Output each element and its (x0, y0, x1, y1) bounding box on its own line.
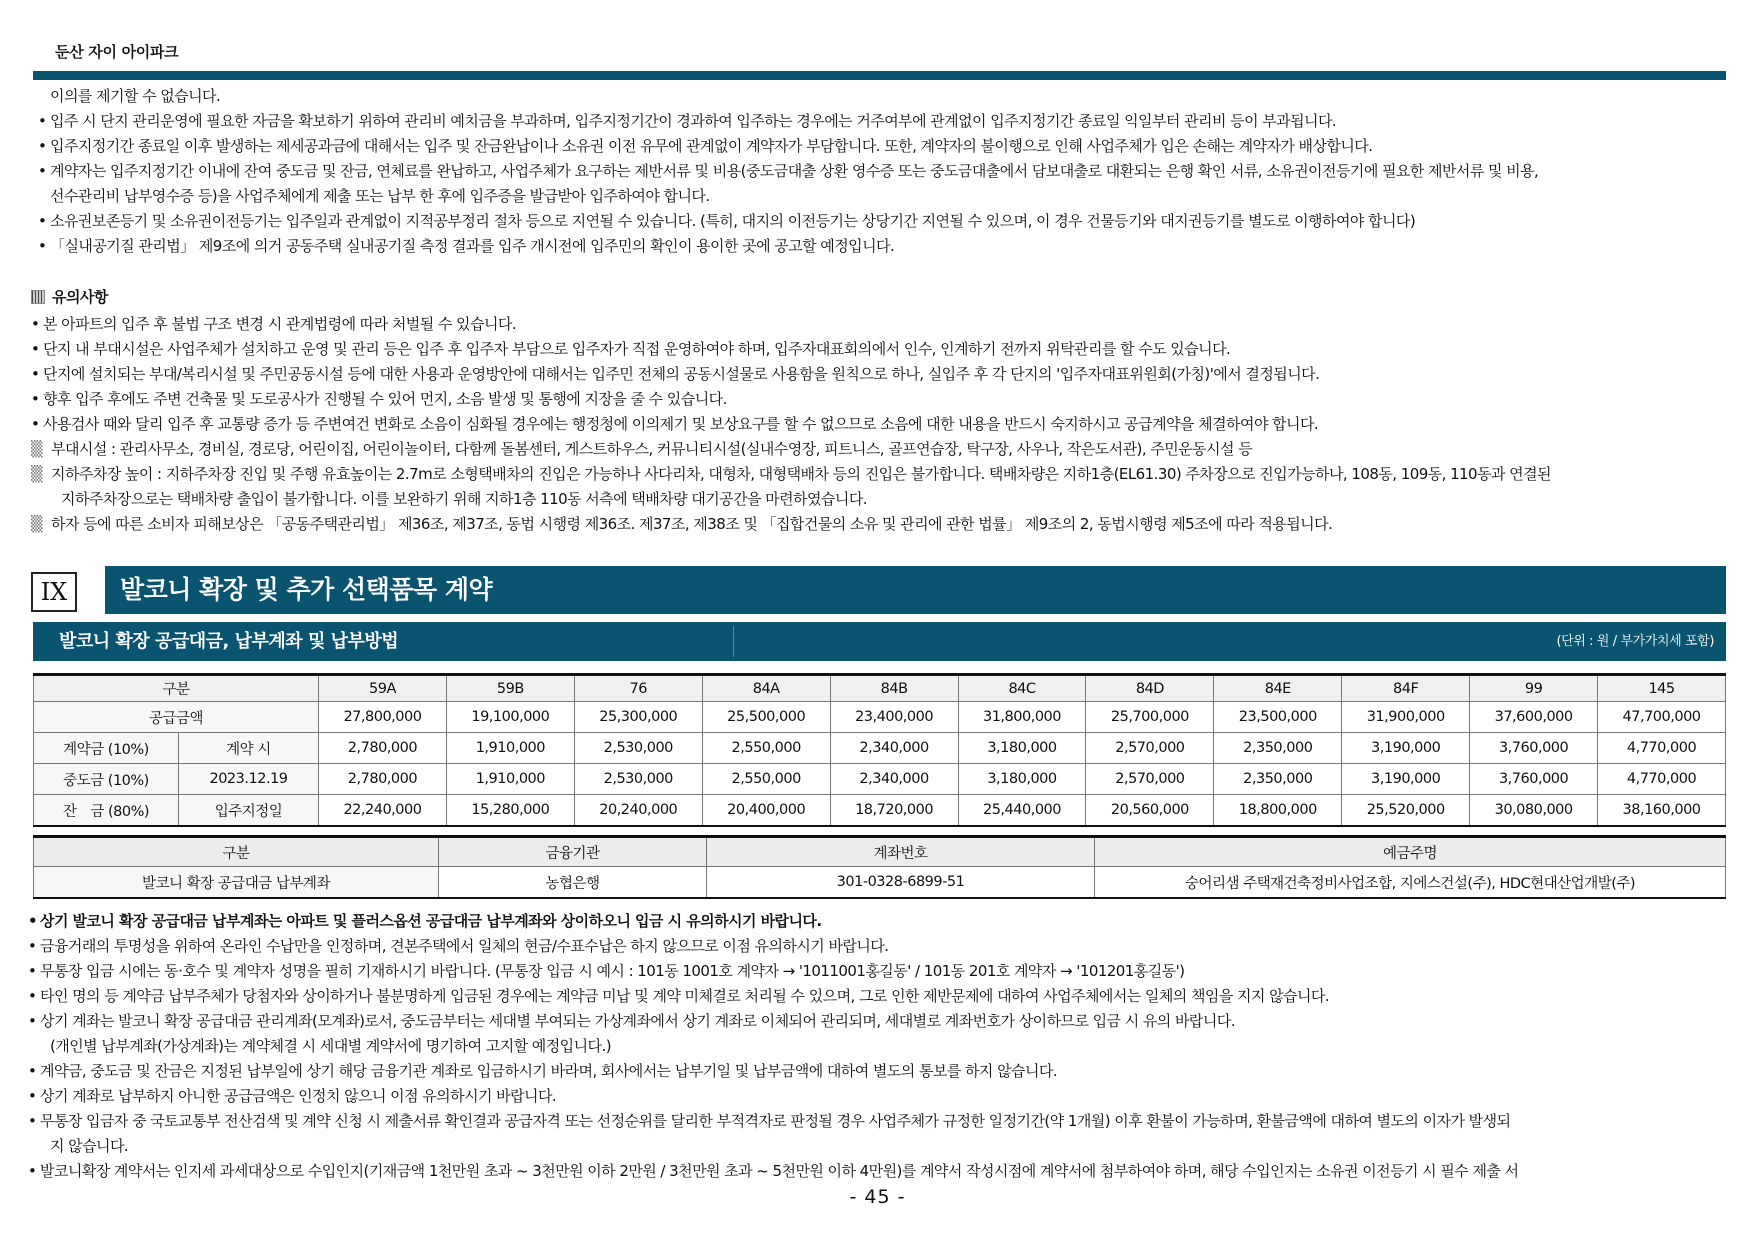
table-cell: 59B (446, 675, 574, 702)
table-cell: 99 (1470, 675, 1598, 702)
table-row (34, 733, 1726, 764)
table-cell: 3,760,000 (1470, 764, 1598, 795)
subsection-title: 발코니 확장 공급대금, 납부계좌 및 납부방법 (59, 631, 399, 652)
price-table (33, 673, 1726, 827)
table-cell: 31,800,000 (958, 702, 1086, 733)
table-cell: 입주지정일 (179, 795, 319, 827)
table-cell: 84D (1086, 675, 1214, 702)
table-cell: 2,350,000 (1214, 733, 1342, 764)
list-item: ▒ 하자 등에 따른 소비자 피해보상은 「공동주택관리법」 제36조, 제37조, 동법 시행령 제36조. 제37조, 제38조 및 「집합건물의 소유 및 관리에 관한 법률」 제9조의 2, 동법시행령 제5조에 따라 적용됩니다. (31, 512, 1731, 537)
list-item: • 계약자는 입주지정기간 이내에 잔여 중도금 및 잔금, 연체료를 완납하고, 사업주체가 요구하는 제반서류 및 비용(중도금대출 상환 영수증 또는 중도금대출에서 담보대출로 대환되는 은행 확인 서류, 소유권이전등기에 필요한 제반서류 및 비용, (38, 159, 1728, 184)
table-cell: 계약금 (10%) (34, 733, 179, 764)
list-item: • 무통장 입금자 중 국토교통부 전산검색 및 계약 신청 시 제출서류 확인결과 공급자격 또는 선정순위를 달리한 부적격자로 판정될 경우 사업주체가 규정한 일정기간(약 1개월) 이후 환불이 가능하며, 환불금액에 대하여 별도의 이자가 발생되 (28, 1109, 1733, 1134)
table-cell: 59A (319, 675, 447, 702)
bullet-marker: ▒ (31, 465, 42, 483)
list-item: (개인별 납부계좌(가상계좌)는 계약체결 시 세대별 계약서에 명기하여 고지할 예정입니다.) (50, 1037, 612, 1055)
list-item: 지하주차장으로는 택배차량 출입이 불가합니다. 이를 보완하기 위해 지하1층 110동 서측에 택배차량 대기공간을 마련하였습니다. (61, 490, 867, 508)
list-item: • 무통장 입금 시에는 동·호수 및 계약자 성명을 필히 기재하시기 바랍니다. (무통장 입금 시 예시 : 101동 1001호 계약자 → '1011001홍길동' / 101동 201호 계약자 → '101201홍길동') (28, 959, 1733, 984)
table-cell: 15,280,000 (446, 795, 574, 827)
table-cell: 301-0328-6899-51 (707, 867, 1095, 899)
header-rule (33, 71, 1726, 80)
table-cell: 예금주명 (1095, 837, 1726, 867)
divider (733, 626, 734, 657)
bullet-marker: • (28, 987, 37, 1005)
notice-title: 유의사항 (31, 285, 1731, 312)
table-header-row (34, 675, 1726, 702)
table-cell: 20,400,000 (702, 795, 830, 827)
bullet-marker: • (31, 340, 40, 358)
page-number: - 45 - (849, 1186, 906, 1208)
table-cell: 잔 금 (80%) (34, 795, 179, 827)
list-item: • 입주 시 단지 관리운영에 필요한 자금을 확보하기 위하여 관리비 예치금을 부과하며, 입주지정기간이 경과하여 입주하는 경우에는 거주여부에 관계없이 입주지정기간 종료일 익일부터 관리비 등이 부과됩니다. (38, 109, 1728, 134)
list-item: • 「실내공기질 관리법」 제9조에 의거 공동주택 실내공기질 측정 결과를 입주 개시전에 입주민의 확인이 용이한 곳에 공고할 예정입니다. (38, 234, 1728, 259)
table-cell: 25,440,000 (958, 795, 1086, 827)
table-cell: 농협은행 (439, 867, 707, 899)
table-cell: 4,770,000 (1598, 764, 1726, 795)
bullet-marker: • (28, 1087, 37, 1105)
bullet-marker: • (28, 962, 37, 980)
table-cell: 37,600,000 (1470, 702, 1598, 733)
list-item: • 계약금, 중도금 및 잔금은 지정된 납부일에 상기 해당 금융기관 계좌로 입금하시기 바라며, 회사에서는 납부기일 및 납부금액에 대하여 별도의 통보를 하지 않습니다. (28, 1059, 1733, 1084)
section-title: 발코니 확장 및 추가 선택품목 계약 (105, 566, 1726, 614)
bullet-marker: • (28, 912, 38, 930)
bullet-marker: • (28, 1162, 37, 1180)
table-cell: 3,180,000 (958, 764, 1086, 795)
list-item: • 사용검사 때와 달리 입주 후 교통량 증가 등 주변여건 변화로 소음이 심화될 경우에는 행정청에 이의제기 및 보상요구를 할 수 없으므로 소음에 대한 내용을 반드시 숙지하시고 공급계약을 체결하여야 합니다. (31, 412, 1731, 437)
table-cell: 2,780,000 (319, 764, 447, 795)
table-cell: 84C (958, 675, 1086, 702)
list-item: • 상기 계좌는 발코니 확장 공급대금 관리계좌(모계좌)로서, 중도금부터는 세대별 부여되는 가상계좌에서 상기 계좌로 이체되어 관리되며, 세대별로 계좌번호가 상이하므로 입금 시 유의 바랍니다. (28, 1009, 1733, 1034)
list-item: • 상기 계좌로 납부하지 아니한 공급금액은 인정치 않으니 이점 유의하시기 바랍니다. (28, 1084, 1733, 1109)
section-number: IX (31, 572, 77, 612)
list-item: • 단지 내 부대시설은 사업주체가 설치하고 운영 및 관리 등은 입주 후 입주자 부담으로 입주자가 직접 운영하여야 하며, 입주자대표회의에서 인수, 인계하기 전까지 위탁관리를 할 수도 있습니다. (31, 337, 1731, 362)
bullet-marker: • (28, 1062, 37, 1080)
table-cell: 금융기관 (439, 837, 707, 867)
list-item: • 입주지정기간 종료일 이후 발생하는 제세공과금에 대해서는 입주 및 잔금완납이나 소유권 이전 유무에 관계없이 계약자가 부담합니다. 또한, 계약자의 불이행으로 인해 사업주체가 입은 손해는 계약자가 배상합니다. (38, 134, 1728, 159)
table-cell: 25,520,000 (1342, 795, 1470, 827)
bullet-marker: • (38, 237, 47, 255)
table-cell: 1,910,000 (446, 733, 574, 764)
list-item: • 본 아파트의 입주 후 불법 구조 변경 시 관계법령에 따라 처벌될 수 있습니다. (31, 312, 1731, 337)
bullet-marker: • (38, 137, 47, 155)
table-cell: 2,550,000 (702, 764, 830, 795)
table-cell: 1,910,000 (446, 764, 574, 795)
table-cell: 구분 (34, 675, 319, 702)
bullet-marker: • (28, 1112, 37, 1130)
bullet-marker: • (31, 415, 40, 433)
notice-section (31, 285, 1731, 537)
list-item: • 향후 입주 후에도 주변 건축물 및 도로공사가 진행될 수 있어 먼지, 소음 발생 및 통행에 지장을 줄 수 있습니다. (31, 387, 1731, 412)
table-cell: 3,190,000 (1342, 733, 1470, 764)
list-item: • 발코니확장 계약서는 인지세 과세대상으로 수입인지(기재금액 1천만원 초과 ~ 3천만원 이하 2만원 / 3천만원 초과 ~ 5천만원 이하 4만원)를 계약서 작성시점에 계약서에 첨부하여야 하며, 해당 수입인지는 소유권 이전등기 시 필수 제출 서 (28, 1159, 1733, 1184)
list-item: • 소유권보존등기 및 소유권이전등기는 입주일과 관계없이 지적공부정리 절차 등으로 지연될 수 있습니다. (특히, 대지의 이전등기는 상당기간 지연될 수 있으며, 이 경우 건물등기와 대지권등기를 별도로 이행하여야 합니다) (38, 209, 1728, 234)
table-cell: 2,340,000 (830, 764, 958, 795)
table-cell: 중도금 (10%) (34, 764, 179, 795)
table-cell: 계약 시 (179, 733, 319, 764)
table-cell: 18,720,000 (830, 795, 958, 827)
table-cell: 25,700,000 (1086, 702, 1214, 733)
table-cell: 19,100,000 (446, 702, 574, 733)
bullet-marker: • (38, 212, 47, 230)
table-cell: 구분 (34, 837, 439, 867)
list-item: • 타인 명의 등 계약금 납부주체가 당첨자와 상이하거나 불분명하게 입금된 경우에는 계약금 미납 및 계약 미체결로 처리될 수 있으며, 그로 인한 제반문제에 대하여 사업주체에서는 일체의 책임을 지지 않습니다. (28, 984, 1733, 1009)
hatch-icon (31, 290, 45, 304)
table-row (34, 702, 1726, 733)
table-cell: 4,770,000 (1598, 733, 1726, 764)
table-cell: 84B (830, 675, 958, 702)
list-item: • 상기 발코니 확장 공급대금 납부계좌는 아파트 및 플러스옵션 공급대금 납부계좌와 상이하오니 입금 시 유의하시기 바랍니다. (28, 909, 1733, 934)
table-cell: 23,500,000 (1214, 702, 1342, 733)
table-cell: 38,160,000 (1598, 795, 1726, 827)
list-item: ▒ 지하주차장 높이 : 지하주차장 진입 및 주행 유효높이는 2.7m로 소형택배차의 진입은 가능하나 사다리차, 대형차, 대형택배차 등의 진입은 불가합니다. 택배차량은 지하1층(EL61.30) 주차장으로 진입가능하나, 108동, 109동, 110동과 연결된 (31, 462, 1731, 487)
list-item: ▒ 부대시설 : 관리사무소, 경비실, 경로당, 어린이집, 어린이놀이터, 다함께 돌봄센터, 게스트하우스, 커뮤니티시설(실내수영장, 피트니스, 골프연습장, 탁구장, 사우나, 작은도서관), 주민운동시설 등 (31, 437, 1731, 462)
bullet-marker: • (31, 315, 40, 333)
table-cell: 2023.12.19 (179, 764, 319, 795)
list-item: 지 않습니다. (50, 1137, 129, 1155)
table-cell: 2,530,000 (574, 764, 702, 795)
subsection-bar (33, 622, 1726, 661)
table-cell: 2,340,000 (830, 733, 958, 764)
table-cell: 3,190,000 (1342, 764, 1470, 795)
table-cell: 3,180,000 (958, 733, 1086, 764)
table-row (34, 867, 1726, 899)
table-cell: 25,500,000 (702, 702, 830, 733)
table-cell: 76 (574, 675, 702, 702)
table-cell: 30,080,000 (1470, 795, 1598, 827)
bullet-marker: ▒ (31, 515, 42, 533)
list-item: 선수관리비 납부영수증 등)을 사업주체에게 제출 또는 납부 한 후에 입주증을 발급받아 입주하여야 합니다. (50, 187, 710, 205)
table-cell: 84F (1342, 675, 1470, 702)
table-cell: 23,400,000 (830, 702, 958, 733)
top-notes (38, 84, 1728, 259)
table-cell: 2,530,000 (574, 733, 702, 764)
bullet-marker: • (38, 162, 47, 180)
table-row (34, 795, 1726, 827)
bullet-marker: • (31, 390, 40, 408)
table-cell: 2,350,000 (1214, 764, 1342, 795)
table-cell: 20,560,000 (1086, 795, 1214, 827)
table-cell: 2,570,000 (1086, 733, 1214, 764)
table-cell: 22,240,000 (319, 795, 447, 827)
payment-notes (28, 909, 1733, 1184)
table-cell: 2,780,000 (319, 733, 447, 764)
table-row (34, 764, 1726, 795)
bullet-marker: • (28, 937, 37, 955)
table-cell: 2,550,000 (702, 733, 830, 764)
bullet-marker: • (28, 1012, 37, 1030)
account-table (33, 835, 1726, 899)
table-cell: 84A (702, 675, 830, 702)
bullet-marker: • (31, 365, 40, 383)
table-cell: 47,700,000 (1598, 702, 1726, 733)
table-header-row (34, 837, 1726, 867)
table-cell: 20,240,000 (574, 795, 702, 827)
table-cell: 공급금액 (34, 702, 319, 733)
table-cell: 84E (1214, 675, 1342, 702)
table-cell: 숭어리샘 주택재건축정비사업조합, 지에스건설(주), HDC현대산업개발(주) (1095, 867, 1726, 899)
table-cell: 2,570,000 (1086, 764, 1214, 795)
table-cell: 3,760,000 (1470, 733, 1598, 764)
list-item: • 금융거래의 투명성을 위하여 온라인 수납만을 인정하며, 견본주택에서 일체의 현금/수표수납은 하지 않으므로 이점 유의하시기 바랍니다. (28, 934, 1733, 959)
table-cell: 31,900,000 (1342, 702, 1470, 733)
table-cell: 발코니 확장 공급대금 납부계좌 (34, 867, 439, 899)
unit-note: (단위 : 원 / 부가가치세 포함) (1556, 634, 1714, 649)
brand-title: 둔산 자이 아이파크 (55, 43, 179, 61)
list-item: 이의를 제기할 수 없습니다. (50, 87, 221, 105)
bullet-marker: ▒ (31, 440, 42, 458)
table-cell: 18,800,000 (1214, 795, 1342, 827)
table-cell: 145 (1598, 675, 1726, 702)
table-cell: 계좌번호 (707, 837, 1095, 867)
table-cell: 27,800,000 (319, 702, 447, 733)
bullet-marker: • (38, 112, 47, 130)
table-cell: 25,300,000 (574, 702, 702, 733)
list-item: • 단지에 설치되는 부대/복리시설 및 주민공동시설 등에 대한 사용과 운영방안에 대해서는 입주민 전체의 공동시설물로 사용함을 원칙으로 하나, 실입주 후 각 단지의 '입주자대표위원회(가칭)'에서 결정됩니다. (31, 362, 1731, 387)
